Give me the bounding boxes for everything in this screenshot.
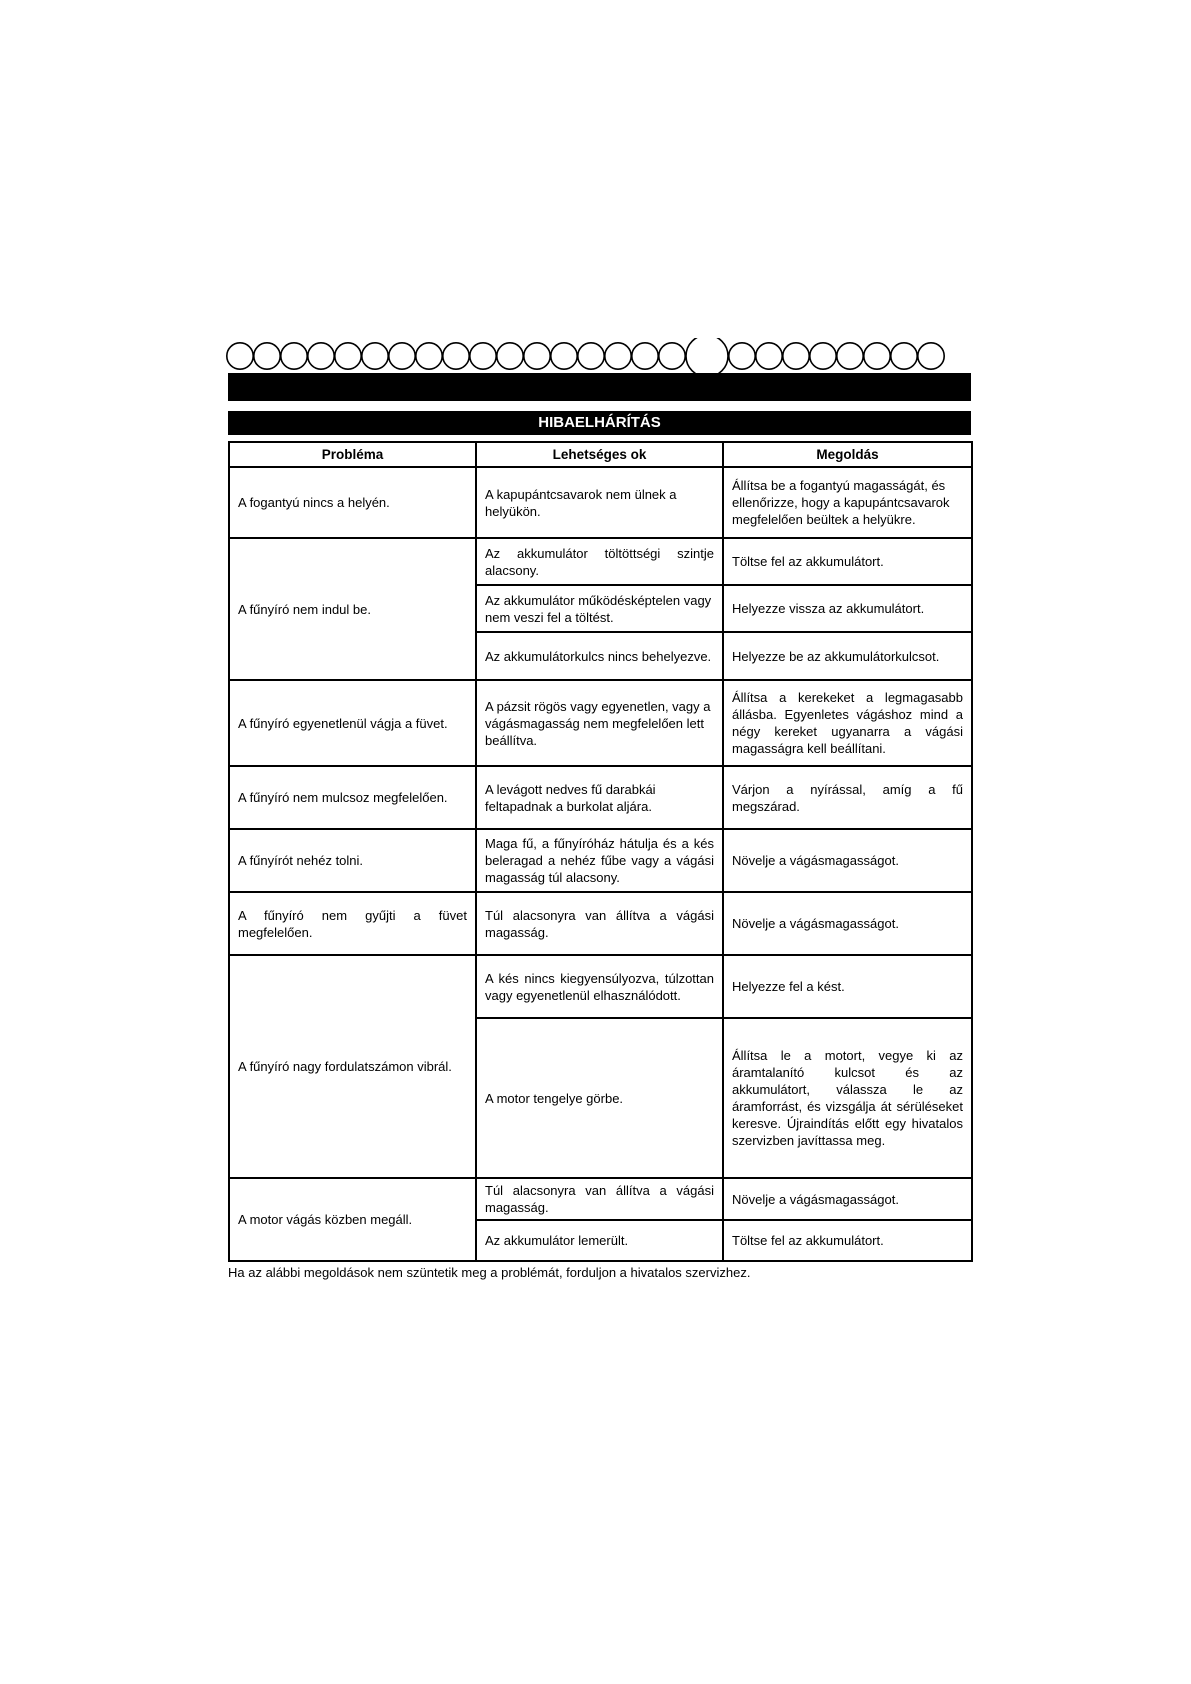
problem-cell: A fogantyú nincs a helyén. <box>229 467 476 538</box>
chapter-circle <box>578 343 604 369</box>
cause-cell: A motor tengelye görbe. <box>476 1018 723 1178</box>
chapter-circle <box>891 343 917 369</box>
cause-cell: A kés nincs kiegyensúlyozva, túlzottan vagy egyenetlenül elhasználódott. <box>476 955 723 1018</box>
problem-cell: A fűnyíró egyenetlenül vágja a füvet. <box>229 680 476 766</box>
problem-cell: A fűnyírót nehéz tolni. <box>229 829 476 892</box>
cause-cell: Túl alacsonyra van állítva a vágási magasság. <box>476 892 723 955</box>
solution-cell: Növelje a vágásmagasságot. <box>723 1178 972 1220</box>
solution-cell: Várjon a nyírással, amíg a fű megszárad. <box>723 766 972 829</box>
chapter-circle <box>783 343 809 369</box>
cause-cell: A kapupántcsavarok nem ülnek a helyükön. <box>476 467 723 538</box>
chapter-circle <box>864 343 890 369</box>
chapter-circle <box>362 343 388 369</box>
cause-cell: A levágott nedves fű darabkái feltapadnak a burkolat aljára. <box>476 766 723 829</box>
chapter-circle <box>918 343 944 369</box>
solution-cell: Töltse fel az akkumulátort. <box>723 538 972 585</box>
chapter-circle <box>389 343 415 369</box>
chapter-circle <box>659 343 685 369</box>
problem-cell: A fűnyíró nagy fordulatszámon vibrál. <box>229 955 476 1178</box>
section-title: HIBAELHÁRÍTÁS <box>228 411 971 435</box>
solution-cell: Helyezze be az akkumulátorkulcsot. <box>723 632 972 680</box>
chapter-circle <box>227 343 253 369</box>
table-row <box>229 829 972 892</box>
table-row <box>229 467 972 538</box>
table-header-row <box>229 442 972 467</box>
solution-cell: Töltse fel az akkumulátort. <box>723 1220 972 1261</box>
chapter-circle <box>416 343 442 369</box>
chapter-circle <box>810 343 836 369</box>
chapter-circle <box>551 343 577 369</box>
chapter-circle <box>335 343 361 369</box>
cause-cell: Az akkumulátorkulcs nincs behelyezve. <box>476 632 723 680</box>
solution-cell: Helyezze fel a kést. <box>723 955 972 1018</box>
cause-cell: Az akkumulátor lemerült. <box>476 1220 723 1261</box>
cause-cell: Túl alacsonyra van állítva a vágási magasság. <box>476 1178 723 1220</box>
chapter-circle <box>729 343 755 369</box>
troubleshooting-table <box>228 441 973 1262</box>
chapter-circle <box>756 343 782 369</box>
chapter-tab-circles <box>226 338 971 378</box>
chapter-circle <box>281 343 307 369</box>
chapter-circle <box>524 343 550 369</box>
problem-cell: A fűnyíró nem indul be. <box>229 538 476 680</box>
solution-cell: Növelje a vágásmagasságot. <box>723 829 972 892</box>
table-row <box>229 538 972 585</box>
solution-cell: Állítsa a kerekeket a legmagasabb állásba. Egyenletes vágáshoz mind a négy kereket ugyanarra a vágási magasságra kell beállítani. <box>723 680 972 766</box>
chapter-circle <box>497 343 523 369</box>
solution-cell: Növelje a vágásmagasságot. <box>723 892 972 955</box>
chapter-circle <box>470 343 496 369</box>
current-chapter-circle <box>686 338 728 377</box>
chapter-circle <box>254 343 280 369</box>
chapter-circle <box>605 343 631 369</box>
table-row <box>229 766 972 829</box>
chapter-circle <box>308 343 334 369</box>
cause-cell: A pázsit rögös vagy egyenetlen, vagy a vágásmagasság nem megfelelően lett beállítva. <box>476 680 723 766</box>
solution-cell: Helyezze vissza az akkumulátort. <box>723 585 972 632</box>
solution-cell: Állítsa be a fogantyú magasságát, és ellenőrizze, hogy a kapupántcsavarok megfelelően beültek a helyükre. <box>723 467 972 538</box>
table-row <box>229 892 972 955</box>
table-row <box>229 1178 972 1220</box>
header-cause: Lehetséges ok <box>476 442 723 467</box>
solution-cell: Állítsa le a motort, vegye ki az áramtalanító kulcsot és az akkumulátort, válassza le az áramforrást, és vizsgálja át sérüléseket keresve. Újraindítás előtt egy hivatalos szervizben javíttassa meg. <box>723 1018 972 1178</box>
chapter-circles-graphic <box>226 338 971 378</box>
cause-cell: Az akkumulátor töltöttségi szintje alacsony. <box>476 538 723 585</box>
problem-cell: A fűnyíró nem mulcsoz megfelelően. <box>229 766 476 829</box>
footnote: Ha az alábbi megoldások nem szüntetik meg a problémát, forduljon a hivatalos szervizhez. <box>228 1265 751 1280</box>
cause-cell: Az akkumulátor működésképtelen vagy nem veszi fel a töltést. <box>476 585 723 632</box>
problem-cell: A motor vágás közben megáll. <box>229 1178 476 1261</box>
cause-cell: Maga fű, a fűnyíróház hátulja és a kés beleragad a nehéz fűbe vagy a vágási magasság túl alacsony. <box>476 829 723 892</box>
header-bar <box>228 373 971 401</box>
chapter-circle <box>837 343 863 369</box>
table-row <box>229 680 972 766</box>
header-problem: Probléma <box>229 442 476 467</box>
header-solution: Megoldás <box>723 442 972 467</box>
chapter-circle <box>443 343 469 369</box>
chapter-circle <box>632 343 658 369</box>
problem-cell: A fűnyíró nem gyűjti a füvet megfelelően. <box>229 892 476 955</box>
table-row <box>229 955 972 1018</box>
